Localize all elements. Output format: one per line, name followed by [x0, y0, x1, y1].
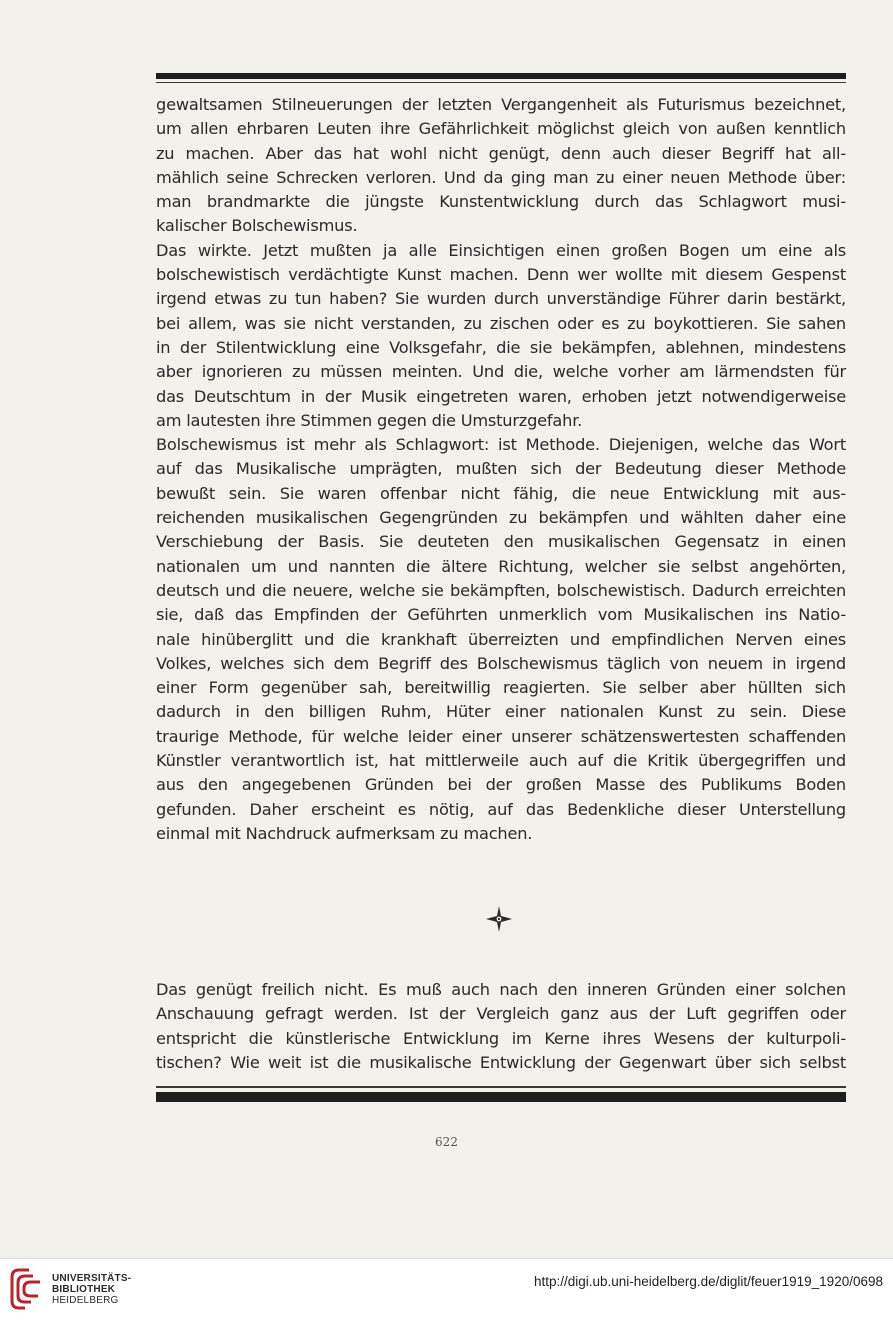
text-line: in der Stilentwicklung eine Volksgefahr, die sie bekämpfen, ablehnen, mindestens — [156, 337, 846, 357]
page-number: 622 — [435, 1135, 458, 1149]
paragraph-3 — [156, 433, 846, 846]
text-line: nationalen um und nannten die ältere Richtung, welcher sie selbst angehörten, — [156, 556, 846, 576]
text-line: man brandmarkte die jüngste Kunstentwicklung durch das Schlagwort musi- — [156, 192, 846, 212]
bottom-thin-rule — [156, 1086, 846, 1088]
text-line: gefunden. Daher erscheint es nötig, auf das Bedenkliche dieser Unterstellung — [156, 799, 846, 819]
text-line: einmal mit Nachdruck aufmerksam zu machen. — [156, 823, 533, 843]
text-line: einer Form gegenüber sah, bereitwillig reagierten. Sie selber aber hüllten sich — [156, 678, 846, 698]
text-line: kalischer Bolschewismus. — [156, 216, 358, 236]
text-line: Das wirkte. Jetzt mußten ja alle Einsichtigen einen großen Bogen um eine als — [156, 240, 846, 260]
text-line: Verschiebung der Basis. Sie deuteten den musikalischen Gegensatz in einen — [156, 532, 846, 552]
text-line: traurige Methode, für welche leider einer unserer schätzenswertesten schaffenden — [156, 726, 846, 746]
top-thick-rule — [156, 73, 846, 79]
text-line: Künstler verantwortlich ist, hat mittlerweile auch auf die Kritik übergegriffen und — [156, 751, 846, 771]
text-line: Volkes, welches sich dem Begriff des Bolschewismus täglich von neuem in irgend — [156, 653, 846, 673]
continued-text-block — [156, 978, 846, 1075]
library-footer — [0, 1258, 893, 1323]
text-line: tischen? Wie weit ist die musikalische Entwicklung der Gegenwart über sich selbst — [156, 1052, 846, 1072]
text-line: deutsch und die neuere, welche sie bekämpften, bolschewistisch. Dadurch erreichten — [156, 580, 846, 600]
university-library-logo-icon — [9, 1267, 43, 1311]
text-line: entspricht die künstlerische Entwicklung im Kerne ihres Wesens der kulturpoli- — [156, 1028, 846, 1048]
text-line: zu machen. Aber das hat wohl nicht genügt, denn auch dieser Begriff hat all- — [156, 143, 846, 163]
library-name-line: BIBLIOTHEK — [52, 1284, 116, 1295]
text-line: bolschewistisch verdächtigte Kunst machen. Denn wer wollte mit diesem Gespenst — [156, 265, 846, 285]
text-line: Das genügt freilich nicht. Es muß auch nach den inneren Gründen einer solchen — [156, 980, 846, 999]
paragraph-4 — [156, 978, 846, 1075]
text-line: bei allem, was sie nicht verstanden, zu zischen oder es zu boykottieren. Sie sahen — [156, 313, 846, 333]
text-line: bewußt sein. Sie waren offenbar nicht fähig, die neue Entwicklung mit aus- — [156, 483, 846, 503]
library-name-line: HEIDELBERG — [52, 1295, 119, 1306]
paragraph-2 — [156, 239, 846, 433]
bottom-thick-rule — [156, 1092, 846, 1102]
text-line: am lautesten ihre Stimmen gegen die Umsturzgefahr. — [156, 410, 583, 430]
text-line: mählich seine Schrecken verloren. Und da ging man zu einer neuen Methode über: — [156, 167, 846, 187]
text-line: sie, daß das Empfinden der Geführten unmerklich vom Musikalischen ins Natio- — [156, 605, 846, 625]
text-line: auf das Musikalische umprägten, mußten sich der Bedeutung dieser Methode — [156, 459, 846, 479]
text-line: aus den angegebenen Gründen bei der großen Masse des Publikums Boden — [156, 775, 846, 795]
text-line: um allen ehrbaren Leuten ihre Gefährlichkeit möglichst gleich von außen kenntlich — [156, 119, 846, 139]
paragraph-1 — [156, 93, 846, 239]
text-line: dadurch in den billigen Ruhm, Hüter einer nationalen Kunst zu sein. Diese — [156, 702, 846, 722]
text-line: Anschauung gefragt werden. Ist der Vergleich ganz aus der Luft gegriffen oder — [156, 1004, 846, 1024]
library-name — [52, 1273, 131, 1306]
text-line: das Deutschtum in der Musik eingetreten waren, erhoben jetzt notwendigerweise — [156, 386, 846, 406]
four-point-star-ornament-icon — [486, 906, 512, 932]
library-name-line: UNIVERSITÄTS- — [52, 1273, 132, 1284]
source-url-link[interactable]: http://digi.ub.uni-heidelberg.de/diglit/feuer1919_1920/0698 — [533, 1274, 883, 1289]
text-line: gewaltsamen Stilneuerungen der letzten Vergangenheit als Futurismus bezeichnet, — [156, 95, 846, 114]
text-line: irgend etwas zu tun haben? Sie wurden durch unverständige Führer darin bestärkt, — [156, 289, 846, 309]
text-line: Bolschewismus ist mehr als Schlagwort: ist Methode. Diejenigen, welche das Wort — [156, 435, 846, 455]
text-line: reichenden musikalischen Gegengründen zu bekämpfen und wählten daher eine — [156, 508, 846, 528]
top-thin-rule — [156, 82, 846, 83]
text-line: aber ignorieren zu müssen meinten. Und die, welche vorher am lärmendsten für — [156, 362, 846, 382]
main-text-block — [156, 93, 846, 846]
text-line: nale hinüberglitt und die krankhaft überreizten und empfindlichen Nerven eines — [156, 629, 846, 649]
